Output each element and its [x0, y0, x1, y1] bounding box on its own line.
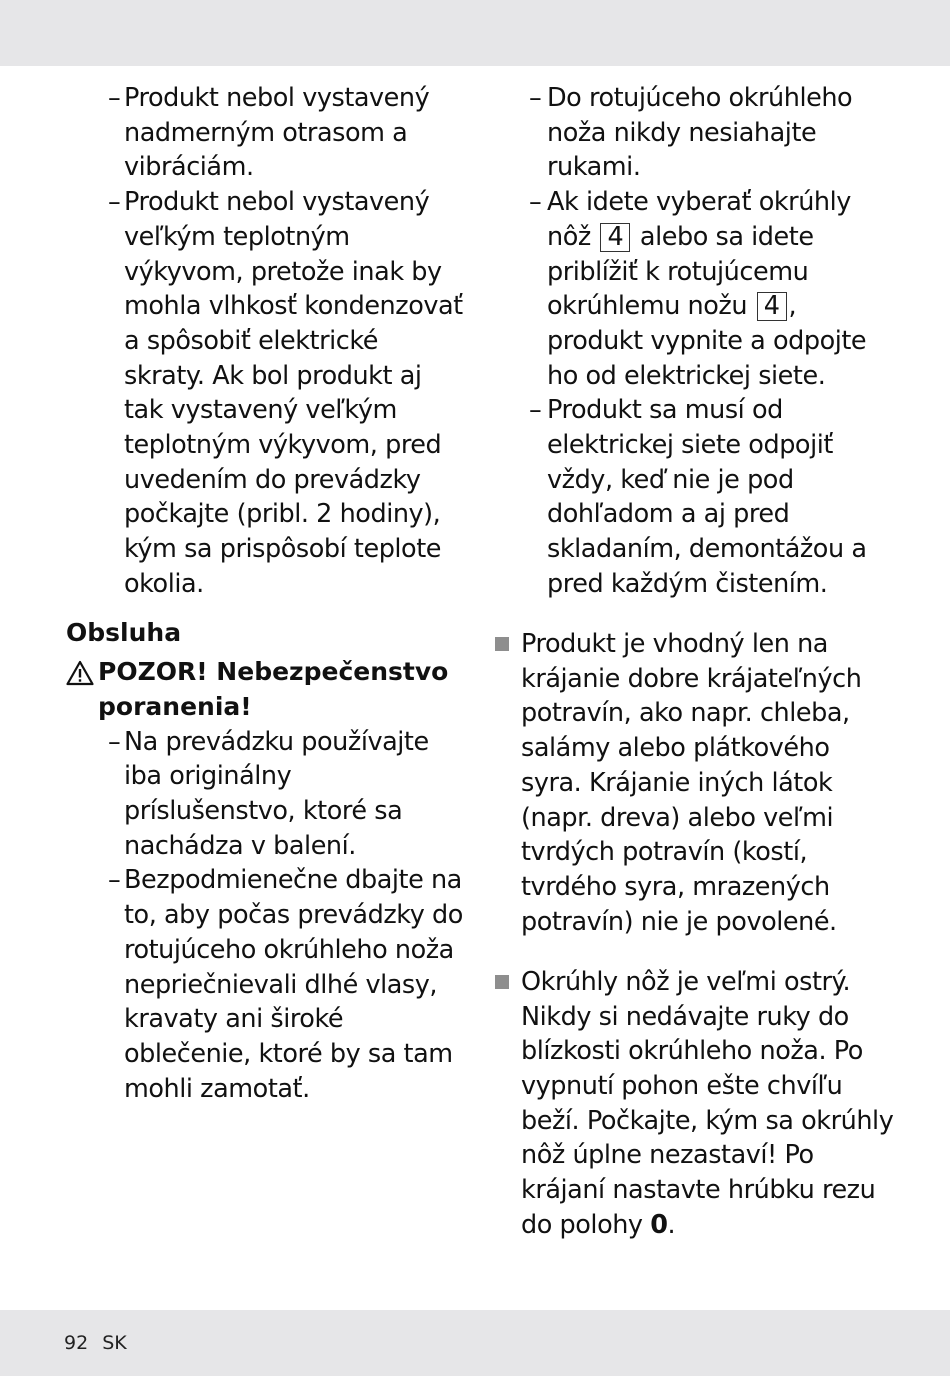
- list-item: [66, 185, 466, 601]
- list-item: [494, 185, 894, 393]
- list-item: [494, 81, 894, 185]
- warning-heading: [66, 655, 466, 724]
- dash-icon: –: [108, 726, 121, 757]
- dash-icon: –: [529, 395, 542, 426]
- left-column: [66, 81, 466, 1106]
- text-segment: , produkt vypnite a odpojte ho od elektrickej siete.: [547, 291, 867, 391]
- header-band: [0, 0, 950, 66]
- position-value: 0: [650, 1209, 668, 1240]
- list-item-text: Do rotujúceho okrúhleho noža nikdy nesiahajte rukami.: [547, 83, 853, 183]
- list-item: [66, 863, 466, 1106]
- dash-icon: –: [108, 187, 121, 218]
- part-reference-box: 4: [757, 292, 787, 321]
- square-bullet-icon: [495, 975, 509, 989]
- bullet-text: [521, 967, 893, 1240]
- section-heading: Obsluha: [66, 617, 182, 647]
- list-item-text: Produkt sa musí od elektrickej siete odpojiť vždy, keď nie je pod dohľadom a aj pred skladaním, demontážou a pred každým čistením.: [547, 395, 867, 599]
- text-segment: Okrúhly nôž je veľmi ostrý. Nikdy si nedávajte ruky do blízkosti okrúhleho noža. Po vypnutí pohon ešte chvíľu beží. Počkajte, kým sa okrúhly nôž úplne nezastaví! Po krájaní nastavte hrúbku rezu do polohy: [521, 966, 894, 1240]
- bullet-item: [494, 965, 894, 1243]
- footer-band: [0, 1310, 950, 1376]
- square-bullet-icon: [495, 637, 509, 651]
- warning-text: POZOR! Nebezpečenstvo poranenia!: [98, 657, 449, 721]
- dash-icon: –: [108, 83, 121, 113]
- dash-icon: –: [529, 187, 542, 218]
- list-item-text: Produkt nebol vystavený nadmerným otrasom a vibráciám.: [124, 83, 430, 183]
- dash-icon: –: [529, 83, 542, 113]
- bullet-text: Produkt je vhodný len na krájanie dobre krájateľných potravín, ako napr. chleba, salámy alebo plátkového syra. Krájanie iných látok (napr. dreva) alebo veľmi tvrdých potravín (kostí, tvrdého syra, mrazených potravín) nie je povolené.: [521, 629, 862, 937]
- list-item-text: Bezpodmienečne dbajte na to, aby počas prevádzky do rotujúceho okrúhleho noža nepriečnievali dlhé vlasy, kravaty ani široké oblečenie, ktoré by sa tam mohli zamotať.: [124, 865, 463, 1104]
- language-code: SK: [102, 1332, 127, 1354]
- list-item-text: [547, 187, 866, 391]
- list-item: [494, 393, 894, 601]
- bullet-item: [494, 627, 894, 939]
- text-segment: .: [667, 1209, 676, 1240]
- list-item: [66, 81, 466, 185]
- list-item-text: Produkt nebol vystavený veľkým teplotným výkyvom, pretože inak by mohla vlhkosť kondenzovať a spôsobiť elektrické skraty. Ak bol produkt aj tak vystavený veľkým teplotným výkyvom, pred uvedením do prevádzky počkajte (pribl. 2 hodiny), kým sa prispôsobí teplote okolia.: [124, 187, 463, 599]
- text-segment: Ak idete vyberať okrúhly nôž: [547, 187, 851, 252]
- part-reference-box: 4: [600, 223, 630, 252]
- page-footer: [64, 1332, 127, 1354]
- list-item-text: Na prevádzku používajte iba originálny príslušenstvo, ktoré sa nachádza v balení.: [124, 726, 429, 861]
- dash-icon: –: [108, 865, 121, 896]
- page-number: 92: [64, 1332, 89, 1354]
- text-segment: alebo sa idete priblížiť k rotujúcemu okrúhlemu nožu: [547, 221, 814, 322]
- warning-triangle-icon: [66, 660, 94, 686]
- right-column: [494, 81, 894, 1268]
- list-item: [66, 725, 466, 864]
